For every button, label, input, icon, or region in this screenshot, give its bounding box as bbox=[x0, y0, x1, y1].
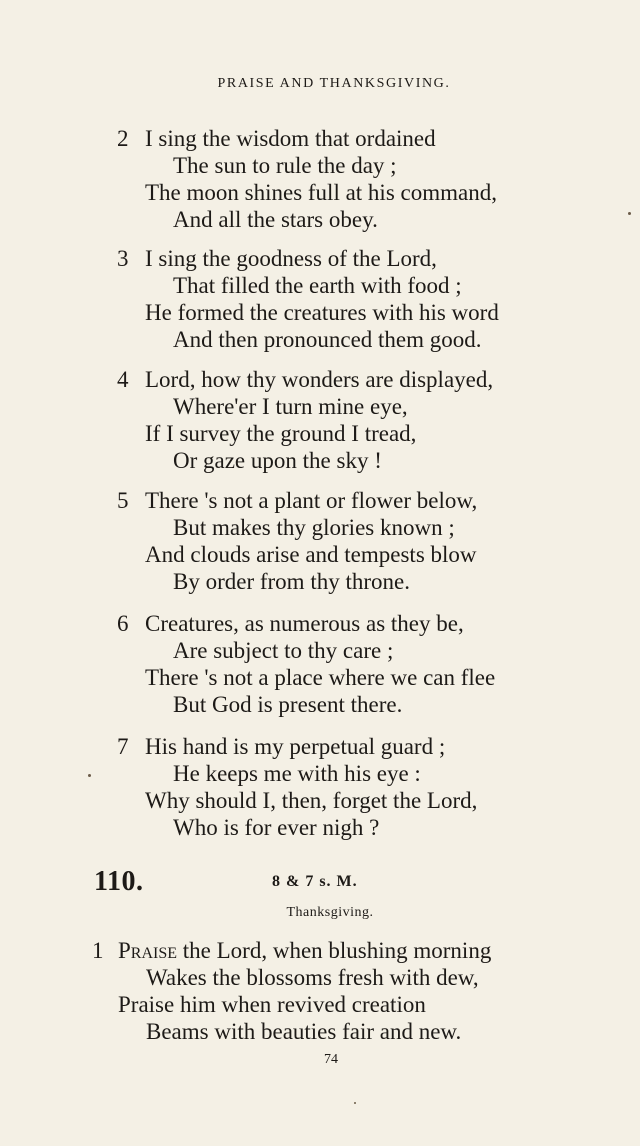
stanza-number: 2 bbox=[117, 126, 129, 151]
verse-line: By order from thy throne. bbox=[173, 569, 410, 594]
paper-speck bbox=[88, 774, 91, 777]
verse-line: He keeps me with his eye : bbox=[173, 761, 421, 786]
stanza-number: 4 bbox=[117, 367, 129, 392]
verse-line: The sun to rule the day ; bbox=[173, 153, 397, 178]
verse-line: Beams with beauties fair and new. bbox=[146, 1019, 462, 1044]
verse-line: He formed the creatures with his word bbox=[145, 300, 499, 325]
stanza-number: 5 bbox=[117, 488, 129, 513]
stanza-number: 7 bbox=[117, 734, 129, 759]
verse-line: Wakes the blossoms fresh with dew, bbox=[146, 965, 479, 990]
paper-speck bbox=[628, 212, 631, 215]
verse-line: But makes thy glories known ; bbox=[173, 515, 455, 540]
verse-line: Are subject to thy care ; bbox=[173, 638, 394, 663]
verse-line: And clouds arise and tempests blow bbox=[145, 542, 477, 567]
verse-line: I sing the wisdom that ordained bbox=[145, 126, 436, 151]
stanza-number: 1 bbox=[92, 938, 104, 963]
hymn-number: 110. bbox=[94, 866, 144, 897]
verse-line: Who is for ever nigh ? bbox=[173, 815, 380, 840]
verse-line: Why should I, then, forget the Lord, bbox=[145, 788, 478, 813]
hymn-title: Thanksgiving. bbox=[286, 905, 374, 920]
first-word: Praise bbox=[118, 938, 178, 963]
verse-line: Where'er I turn mine eye, bbox=[173, 394, 408, 419]
verse-line: And all the stars obey. bbox=[173, 207, 378, 232]
verse-line: The moon shines full at his command, bbox=[145, 180, 497, 205]
verse-line: If I survey the ground I tread, bbox=[145, 421, 417, 446]
stanza-number: 3 bbox=[117, 246, 129, 271]
stanza-number: 6 bbox=[117, 611, 129, 636]
verse-line: His hand is my perpetual guard ; bbox=[145, 734, 446, 759]
paper-speck bbox=[354, 1102, 356, 1104]
verse-line: Praise him when revived creation bbox=[118, 992, 426, 1017]
verse-line: Lord, how thy wonders are displayed, bbox=[145, 367, 494, 392]
verse-line: There 's not a place where we can flee bbox=[145, 665, 496, 690]
verse-line: That filled the earth with food ; bbox=[173, 273, 462, 298]
first-line-rest: the Lord, when blushing morning bbox=[177, 938, 492, 963]
verse-line: Creatures, as numerous as they be, bbox=[145, 611, 464, 636]
verse-line: Or gaze upon the sky ! bbox=[173, 448, 382, 473]
verse-line: But God is present there. bbox=[173, 692, 403, 717]
verse-line: There 's not a plant or flower below, bbox=[145, 488, 478, 513]
page-number: 74 bbox=[324, 1052, 338, 1067]
running-head: PRAISE AND THANKSGIVING. bbox=[217, 76, 451, 91]
verse-line: And then pronounced them good. bbox=[173, 327, 482, 352]
verse-line: I sing the goodness of the Lord, bbox=[145, 246, 437, 271]
verse-line bbox=[118, 937, 491, 964]
hymn-meter: 8 & 7 s. M. bbox=[272, 873, 358, 890]
